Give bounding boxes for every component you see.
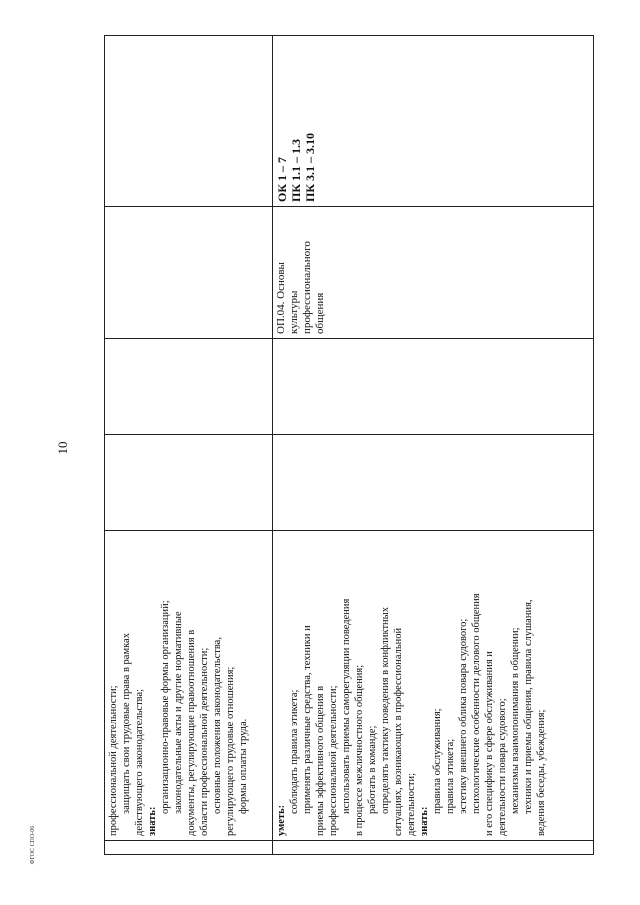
discipline-name-line: профессионального (301, 241, 314, 334)
competency-code: ПК 1.1 – 1.3 (289, 138, 304, 202)
discipline-name-line: общения (314, 292, 327, 334)
requirement-line: работать в команде; (367, 725, 379, 814)
section-heading: уметь: (276, 804, 288, 836)
page-number: 10 (55, 441, 70, 455)
competency-code: ОК 1 – 7 (275, 156, 290, 202)
requirement-line: ситуациях, возникающих в профессиональной (393, 627, 405, 836)
requirement-line: использовать приемы саморегуляции поведения (341, 598, 353, 814)
requirement-line: механизмы взаимопонимания в общении; (510, 627, 522, 814)
requirement-line: формы оплаты труда. (238, 718, 249, 814)
requirement-line: области профессиональной деятельности; (199, 647, 210, 836)
section-heading: знать: (419, 806, 431, 836)
requirement-line: защищать свои трудовые права в рамках (121, 633, 132, 814)
discipline-name-line: ОП.04. Основы (275, 262, 288, 334)
requirement-line: документы, регулирующие правоотношения в (186, 629, 197, 836)
discipline-name-line: культуры (288, 290, 301, 334)
requirement-line: профессиональной деятельности; (328, 685, 340, 836)
requirement-line: приемы эффективного общения в (315, 685, 327, 836)
max-hours-cell (105, 435, 273, 531)
competency-table-container (104, 35, 594, 855)
requirement-line: регулирующего трудовые отношения; (225, 666, 236, 836)
requirement-line: и его специфику в сфере обслуживания и (484, 651, 496, 836)
requirement-line: техники и приемы общения, правила слушания, (523, 599, 535, 814)
competency-code: ПК 3.1 – 3.10 (303, 132, 318, 202)
footer-mark: ФГОС СПО-06 (30, 825, 36, 865)
max-hours-cell (273, 435, 594, 531)
competency-table-rotated (104, 35, 594, 855)
requirement-line: деятельности; (406, 772, 418, 836)
code-cell (273, 841, 594, 855)
competency-table (104, 35, 594, 855)
requirement-line: правила обслуживания; (432, 708, 444, 814)
requirement-line: в процессе межличностного общения; (354, 664, 366, 836)
requirement-line: соблюдать правила этикета; (289, 689, 301, 814)
requirements-cell (105, 531, 273, 841)
requirement-line: определять тактику поведения в конфликтных (380, 607, 392, 814)
code-cell (105, 841, 273, 855)
discipline-cell (105, 207, 273, 339)
discipline-cell (273, 207, 594, 339)
competencies-cell (273, 36, 594, 207)
requirement-line: психологические особенности делового общения (471, 593, 483, 814)
requirements-cell (273, 531, 594, 841)
requirement-line: основные положения законодательства, (212, 637, 223, 814)
requirement-line: правила этикета; (445, 738, 457, 814)
section-heading: знать: (147, 806, 158, 836)
requirement-line: ведения беседы, убеждения; (536, 709, 548, 836)
table-row (105, 36, 273, 855)
requirement-line: деятельности повара судового; (497, 698, 509, 836)
requirement-line: эстетику внешнего облика повара судового; (458, 618, 470, 814)
table-row (273, 36, 594, 855)
requirement-line: организационно-правовые формы организаций; (160, 600, 171, 814)
requirement-line: законодательные акты и другие нормативные (173, 611, 184, 814)
requirement-line: действующего законодательства; (134, 688, 145, 836)
competencies-cell (105, 36, 273, 207)
requirement-line: применять различные средства, техники и (302, 625, 314, 814)
hours-cell (273, 339, 594, 435)
requirement-line: профессиональной деятельности; (108, 685, 119, 836)
hours-cell (105, 339, 273, 435)
